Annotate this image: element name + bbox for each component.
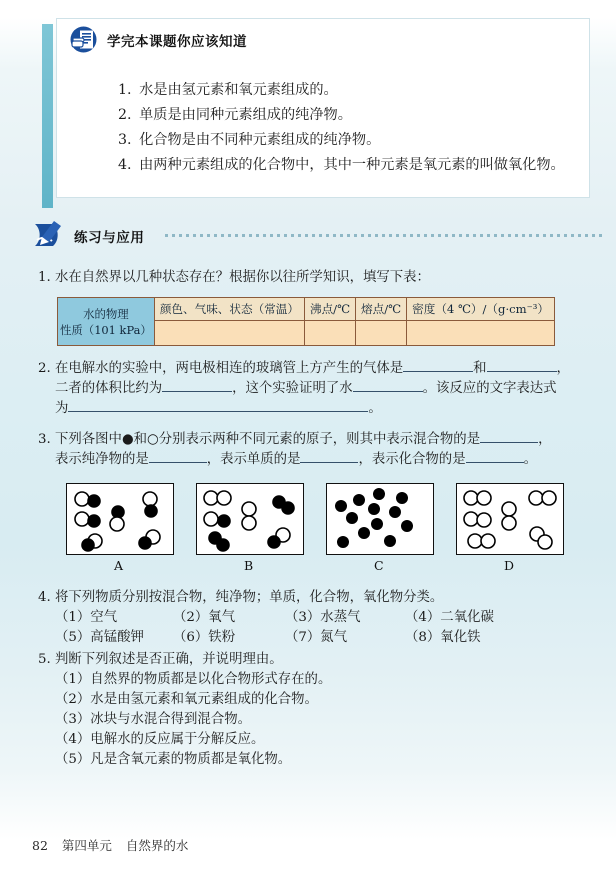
knowledge-item xyxy=(118,78,570,103)
knowledge-box-list xyxy=(118,78,570,178)
table-col-header-boiling-point: 沸点/℃ xyxy=(304,298,355,321)
table-cell-appearance[interactable] xyxy=(154,321,304,346)
answer-blank[interactable] xyxy=(149,462,207,463)
question-2-text-h: 。 xyxy=(368,401,382,416)
question-5-item xyxy=(55,710,251,730)
knowledge-item-text: 水是由氢元素和氧元素组成的。 xyxy=(139,82,338,98)
question-4-item: （7）氮气 xyxy=(285,630,348,645)
footer-unit: 第四单元 xyxy=(61,838,112,853)
question-2-text-c: ， xyxy=(556,361,570,376)
table-col-header-melting-point: 熔点/℃ xyxy=(356,298,407,321)
question-3-line-1 xyxy=(38,430,551,450)
table-cell-density[interactable] xyxy=(407,321,555,346)
question-4-items-row-2 xyxy=(55,628,575,648)
answer-blank[interactable] xyxy=(480,442,538,443)
knowledge-item-text: 化合物是由不同种元素组成的纯净物。 xyxy=(139,132,381,148)
table-row-header xyxy=(58,298,155,346)
question-4-item: （1）空气 xyxy=(55,610,118,625)
question-2-line-3 xyxy=(55,399,382,419)
document-hand-icon xyxy=(70,26,97,53)
question-3-text-b: ， xyxy=(538,432,552,447)
knowledge-item-number: 2. xyxy=(118,107,132,123)
answer-blank[interactable] xyxy=(162,391,232,392)
question-4-items-row-1 xyxy=(55,608,575,628)
molecule-label-c: C xyxy=(374,558,384,573)
exercise-section-header xyxy=(30,218,590,254)
knowledge-item-number: 1. xyxy=(118,82,132,98)
question-5-item-text: （5）凡是含氧元素的物质都是氧化物。 xyxy=(55,752,292,767)
question-4-item: （4）二氧化碳 xyxy=(405,610,494,625)
question-3-line-2 xyxy=(55,450,537,470)
molecule-box-d xyxy=(456,483,564,555)
question-5-number: 5. xyxy=(38,652,51,667)
question-4 xyxy=(38,588,443,608)
table-header-row xyxy=(58,298,555,321)
question-4-item: （5）高锰酸钾 xyxy=(55,630,144,645)
question-3-text-a: 下列各图中●和○分别表示两种不同元素的原子，则其中表示混合物的是 xyxy=(55,432,481,447)
knowledge-box-accent-bar xyxy=(42,24,53,208)
footer-title: 自然界的水 xyxy=(125,838,189,853)
table-col-header-appearance: 颜色、气味、状态（常温） xyxy=(154,298,304,321)
question-4-item: （6）铁粉 xyxy=(173,630,236,645)
question-2-line-2 xyxy=(55,379,557,399)
question-3-text-d: ，表示单质的是 xyxy=(206,452,301,467)
question-2-number: 2. xyxy=(38,361,51,376)
answer-blank[interactable] xyxy=(68,411,368,412)
question-5-item xyxy=(55,730,264,750)
table-row-header-line2: 性质（101 kPa） xyxy=(60,322,152,337)
question-2-text-b: 和 xyxy=(473,361,487,376)
question-5-item-text: （2）水是由氢元素和氧元素组成的化合物。 xyxy=(55,692,318,707)
table-row-header-line1: 水的物理 xyxy=(83,306,129,321)
question-4-item: （8）氧化铁 xyxy=(405,630,481,645)
exercise-section-title: 练习与应用 xyxy=(74,230,145,246)
water-properties-table xyxy=(57,297,555,346)
knowledge-item xyxy=(118,153,570,178)
table-col-header-density: 密度（4 ℃）/（g·cm⁻³） xyxy=(407,298,555,321)
question-3-number: 3. xyxy=(38,432,51,447)
question-2-text-f: 。该反应的文字表达式 xyxy=(422,381,557,396)
question-2-text-d: 二者的体积比约为 xyxy=(55,381,163,396)
table-cell-melting-point[interactable] xyxy=(356,321,407,346)
knowledge-box-title: 学完本课题你应该知道 xyxy=(107,33,247,50)
section-dotted-rule xyxy=(165,234,605,237)
question-5-item-text: （1）自然界的物质都是以化合物形式存在的。 xyxy=(55,672,332,687)
question-5 xyxy=(38,650,283,670)
molecule-diagram-row xyxy=(66,483,566,555)
knowledge-item-number: 3. xyxy=(118,132,132,148)
molecule-label-b: B xyxy=(244,558,254,573)
knowledge-item xyxy=(118,128,570,153)
answer-blank[interactable] xyxy=(466,462,524,463)
pencil-book-icon xyxy=(32,218,66,252)
question-5-item-text: （4）电解水的反应属于分解反应。 xyxy=(55,732,265,747)
answer-blank[interactable] xyxy=(487,371,557,372)
knowledge-item-text: 由两种元素组成的化合物中，其中一种元素是氧元素的叫做氧化物。 xyxy=(139,157,565,173)
molecule-label-a: A xyxy=(114,558,124,573)
knowledge-box-header xyxy=(70,26,247,53)
table-cell-boiling-point[interactable] xyxy=(304,321,355,346)
question-2-text-a: 在电解水的实验中，两电极相连的玻璃管上方产生的气体是 xyxy=(55,361,404,376)
question-5-item xyxy=(55,750,291,770)
question-5-item xyxy=(55,670,331,690)
question-1-number: 1. xyxy=(38,270,51,285)
answer-blank[interactable] xyxy=(300,462,358,463)
question-1-text: 水在自然界以几种状态存在？根据你以往所学知识，填写下表： xyxy=(55,270,430,285)
question-4-text: 将下列物质分别按混合物，纯净物；单质，化合物，氧化物分类。 xyxy=(55,590,444,605)
question-5-item-text: （3）冰块与水混合得到混合物。 xyxy=(55,712,251,727)
molecule-box-b xyxy=(196,483,304,555)
question-3-text-c: 表示纯净物的是 xyxy=(55,452,149,467)
question-3-text-e: ，表示化合物的是 xyxy=(358,452,466,467)
knowledge-item-text: 单质是由同种元素组成的纯净物。 xyxy=(139,107,352,123)
answer-blank[interactable] xyxy=(403,371,473,372)
question-4-item: （2）氧气 xyxy=(173,610,236,625)
page-footer xyxy=(32,836,188,854)
question-2-text-g: 为 xyxy=(55,401,69,416)
question-3-text-f: 。 xyxy=(523,452,537,467)
molecule-label-d: D xyxy=(504,558,515,573)
molecule-box-a xyxy=(66,483,174,555)
question-4-number: 4. xyxy=(38,590,51,605)
knowledge-item xyxy=(118,103,570,128)
question-4-item: （3）水蒸气 xyxy=(285,610,361,625)
question-2-text-e: ，这个实验证明了水 xyxy=(232,381,353,396)
knowledge-item-number: 4. xyxy=(118,157,132,173)
question-5-text: 判断下列叙述是否正确，并说明理由。 xyxy=(55,652,283,667)
question-2-line-1 xyxy=(38,359,570,379)
answer-blank[interactable] xyxy=(353,391,423,392)
question-1 xyxy=(38,268,430,288)
molecule-box-c xyxy=(326,483,434,555)
page-number: 82 xyxy=(32,838,48,853)
question-5-item xyxy=(55,690,318,710)
